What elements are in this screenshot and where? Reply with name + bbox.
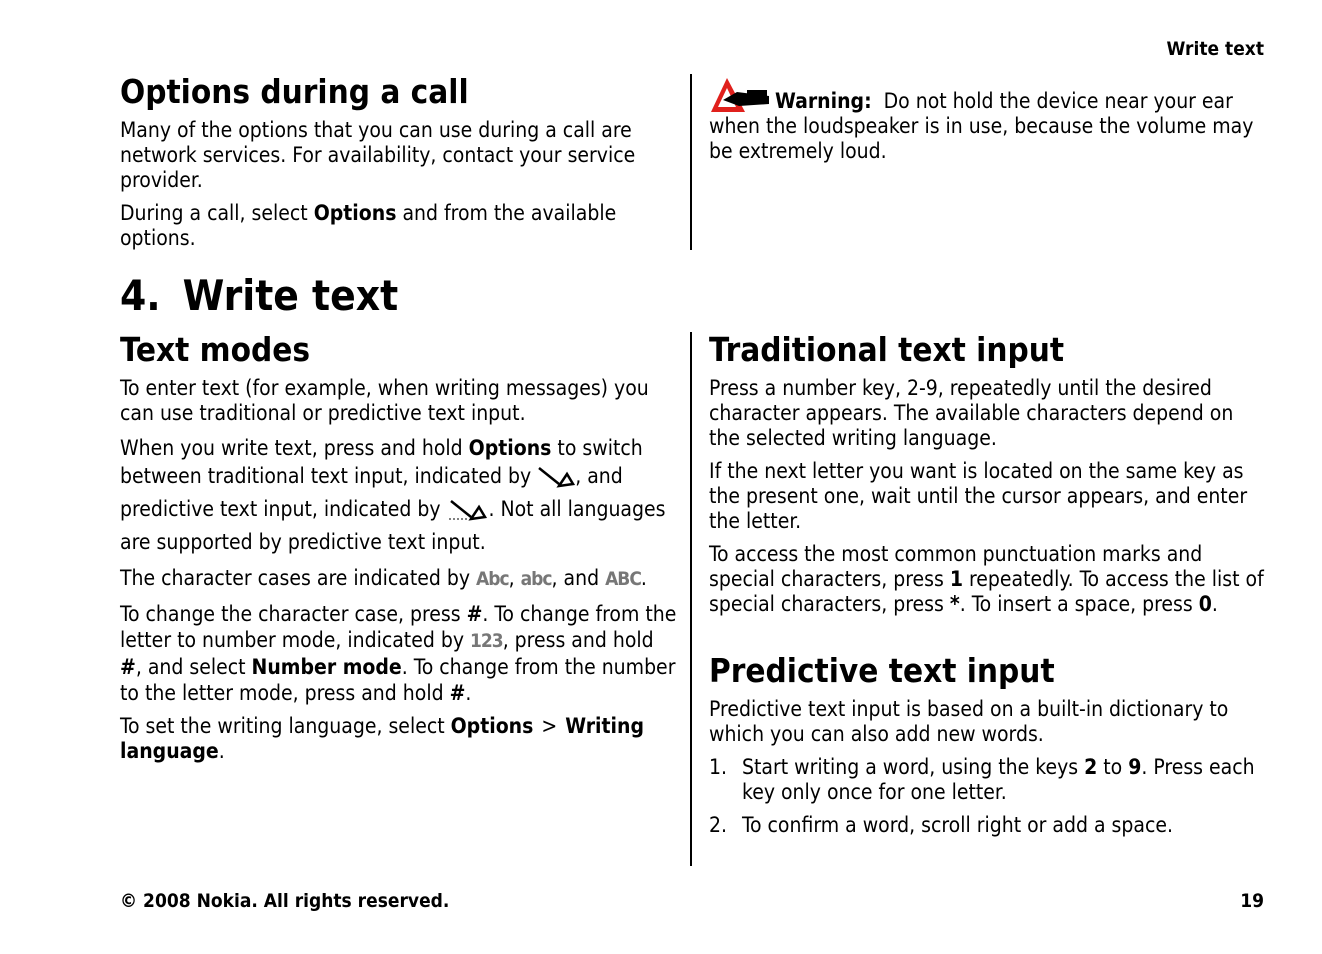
options-call-paragraph-2: During a call, select Options and from the available options. bbox=[120, 201, 617, 250]
predictive-steps-list bbox=[709, 755, 1269, 838]
case-sentence-icon: Abc bbox=[476, 568, 509, 590]
number-mode-icon: 123 bbox=[470, 630, 503, 652]
section-title-options-call: Options during a call bbox=[120, 72, 469, 111]
section-title-traditional: Traditional text input bbox=[709, 330, 1065, 369]
case-lower-icon: abc bbox=[520, 568, 552, 590]
column-divider-bottom bbox=[690, 332, 692, 866]
options-call-paragraph-1: Many of the options that you can use during a call are network services. For availability, contact your service provider. bbox=[120, 118, 636, 192]
warning-icon bbox=[709, 76, 771, 114]
text-modes-section bbox=[120, 330, 680, 772]
chapter-heading: 4. Write text bbox=[120, 271, 399, 320]
column-divider-top bbox=[690, 74, 692, 250]
page-number: 19 bbox=[1240, 890, 1264, 912]
traditional-paragraph-3: To access the most common punctuation marks and special characters, press 1 repeatedly. To access the list of special characters, press *. To insert a space, press 0. bbox=[709, 542, 1264, 616]
section-title-text-modes: Text modes bbox=[120, 330, 311, 369]
text-modes-paragraph-5: To set the writing language, select Options > Writing language. bbox=[120, 714, 644, 763]
traditional-paragraph-1: Press a number key, 2-9, repeatedly until the desired character appears. The available characters depend on the selected writing language. bbox=[709, 376, 1234, 450]
warning-note bbox=[709, 76, 1269, 172]
traditional-input-icon bbox=[537, 464, 575, 495]
list-item: 2. To confirm a word, scroll right or add a space. bbox=[709, 813, 1173, 837]
text-modes-paragraph-1: To enter text (for example, when writing messages) you can use traditional or predictive text input. bbox=[120, 376, 649, 425]
options-during-call-section bbox=[120, 72, 680, 259]
text-modes-paragraph-4: To change the character case, press #. To change from the letter to number mode, indicated by 123, press and hold #, and select Number mode. To change from the number to the letter mode, press and hold #. bbox=[120, 602, 677, 705]
text-modes-paragraph-2: When you write text, press and hold Options to switch between traditional text input, indicated by , and predictive text input, indicated by . Not all languages are supported by predictive text input. bbox=[120, 436, 666, 554]
footer-copyright: © 2008 Nokia. All rights reserved. bbox=[120, 890, 450, 912]
list-item: 1. Start writing a word, using the keys 2 to 9. Press each key only once for one letter. bbox=[709, 755, 1255, 804]
text-modes-paragraph-3: The character cases are indicated by Abc, abc, and ABC. bbox=[120, 564, 680, 593]
warning-label: Warning: bbox=[775, 89, 872, 113]
section-title-predictive: Predictive text input bbox=[709, 651, 1055, 690]
traditional-paragraph-2: If the next letter you want is located on the same key as the present one, wait until the cursor appears, and enter the letter. bbox=[709, 459, 1248, 533]
predictive-input-icon bbox=[447, 497, 489, 528]
predictive-paragraph-1: Predictive text input is based on a built-in dictionary to which you can also add new words. bbox=[709, 697, 1229, 746]
case-upper-icon: ABC bbox=[605, 568, 641, 590]
running-header: Write text bbox=[1166, 38, 1264, 60]
warning-paragraph: Warning: Do not hold the device near your ear when the loudspeaker is in use, because the volume may be extremely loud. bbox=[709, 76, 1269, 164]
text-input-sections bbox=[709, 330, 1269, 846]
